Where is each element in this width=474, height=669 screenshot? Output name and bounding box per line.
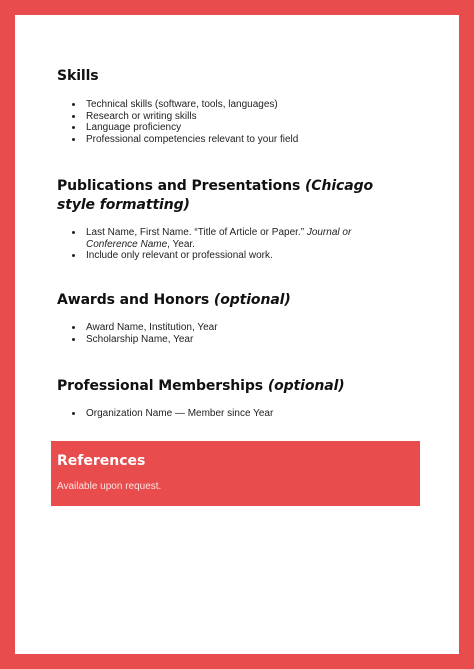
list-item: Research or writing skills bbox=[57, 111, 397, 123]
publications-heading-note: (Chicago style formatting) bbox=[57, 178, 374, 213]
memberships-list bbox=[57, 408, 397, 420]
publications-section bbox=[57, 177, 397, 262]
references-text: Available upon request. bbox=[57, 481, 162, 492]
awards-section bbox=[57, 291, 397, 345]
list-item: Include only relevant or professional work. bbox=[57, 250, 397, 262]
references-box bbox=[51, 441, 420, 506]
awards-list bbox=[57, 322, 397, 345]
list-item: Scholarship Name, Year bbox=[57, 334, 397, 346]
skills-list bbox=[57, 99, 397, 145]
memberships-heading bbox=[57, 377, 397, 396]
skills-section bbox=[57, 67, 397, 145]
awards-heading-text: Awards and Honors bbox=[57, 292, 210, 308]
list-item: Professional competencies relevant to your field bbox=[57, 134, 397, 146]
list-item bbox=[57, 227, 397, 250]
publications-list bbox=[57, 227, 397, 262]
publications-heading-text: Publications and Presentations bbox=[57, 178, 301, 194]
memberships-section bbox=[57, 377, 397, 420]
publications-heading bbox=[57, 177, 397, 215]
skills-heading: Skills bbox=[57, 68, 99, 84]
list-item: Technical skills (software, tools, languages) bbox=[57, 99, 397, 111]
list-item: Award Name, Institution, Year bbox=[57, 322, 397, 334]
citation-journal: Journal or Conference Name bbox=[86, 227, 352, 250]
references-heading: References bbox=[57, 453, 146, 469]
awards-heading bbox=[57, 291, 397, 310]
citation-suffix: , Year. bbox=[167, 238, 195, 250]
memberships-heading-text: Professional Memberships bbox=[57, 378, 264, 394]
resume-page bbox=[15, 15, 459, 654]
awards-heading-note: (optional) bbox=[213, 292, 291, 308]
list-item: Language proficiency bbox=[57, 122, 397, 134]
citation-prefix: Last Name, First Name. “Title of Article or Paper.” bbox=[86, 227, 307, 238]
memberships-heading-note: (optional) bbox=[267, 378, 345, 394]
list-item: Organization Name — Member since Year bbox=[57, 408, 397, 420]
